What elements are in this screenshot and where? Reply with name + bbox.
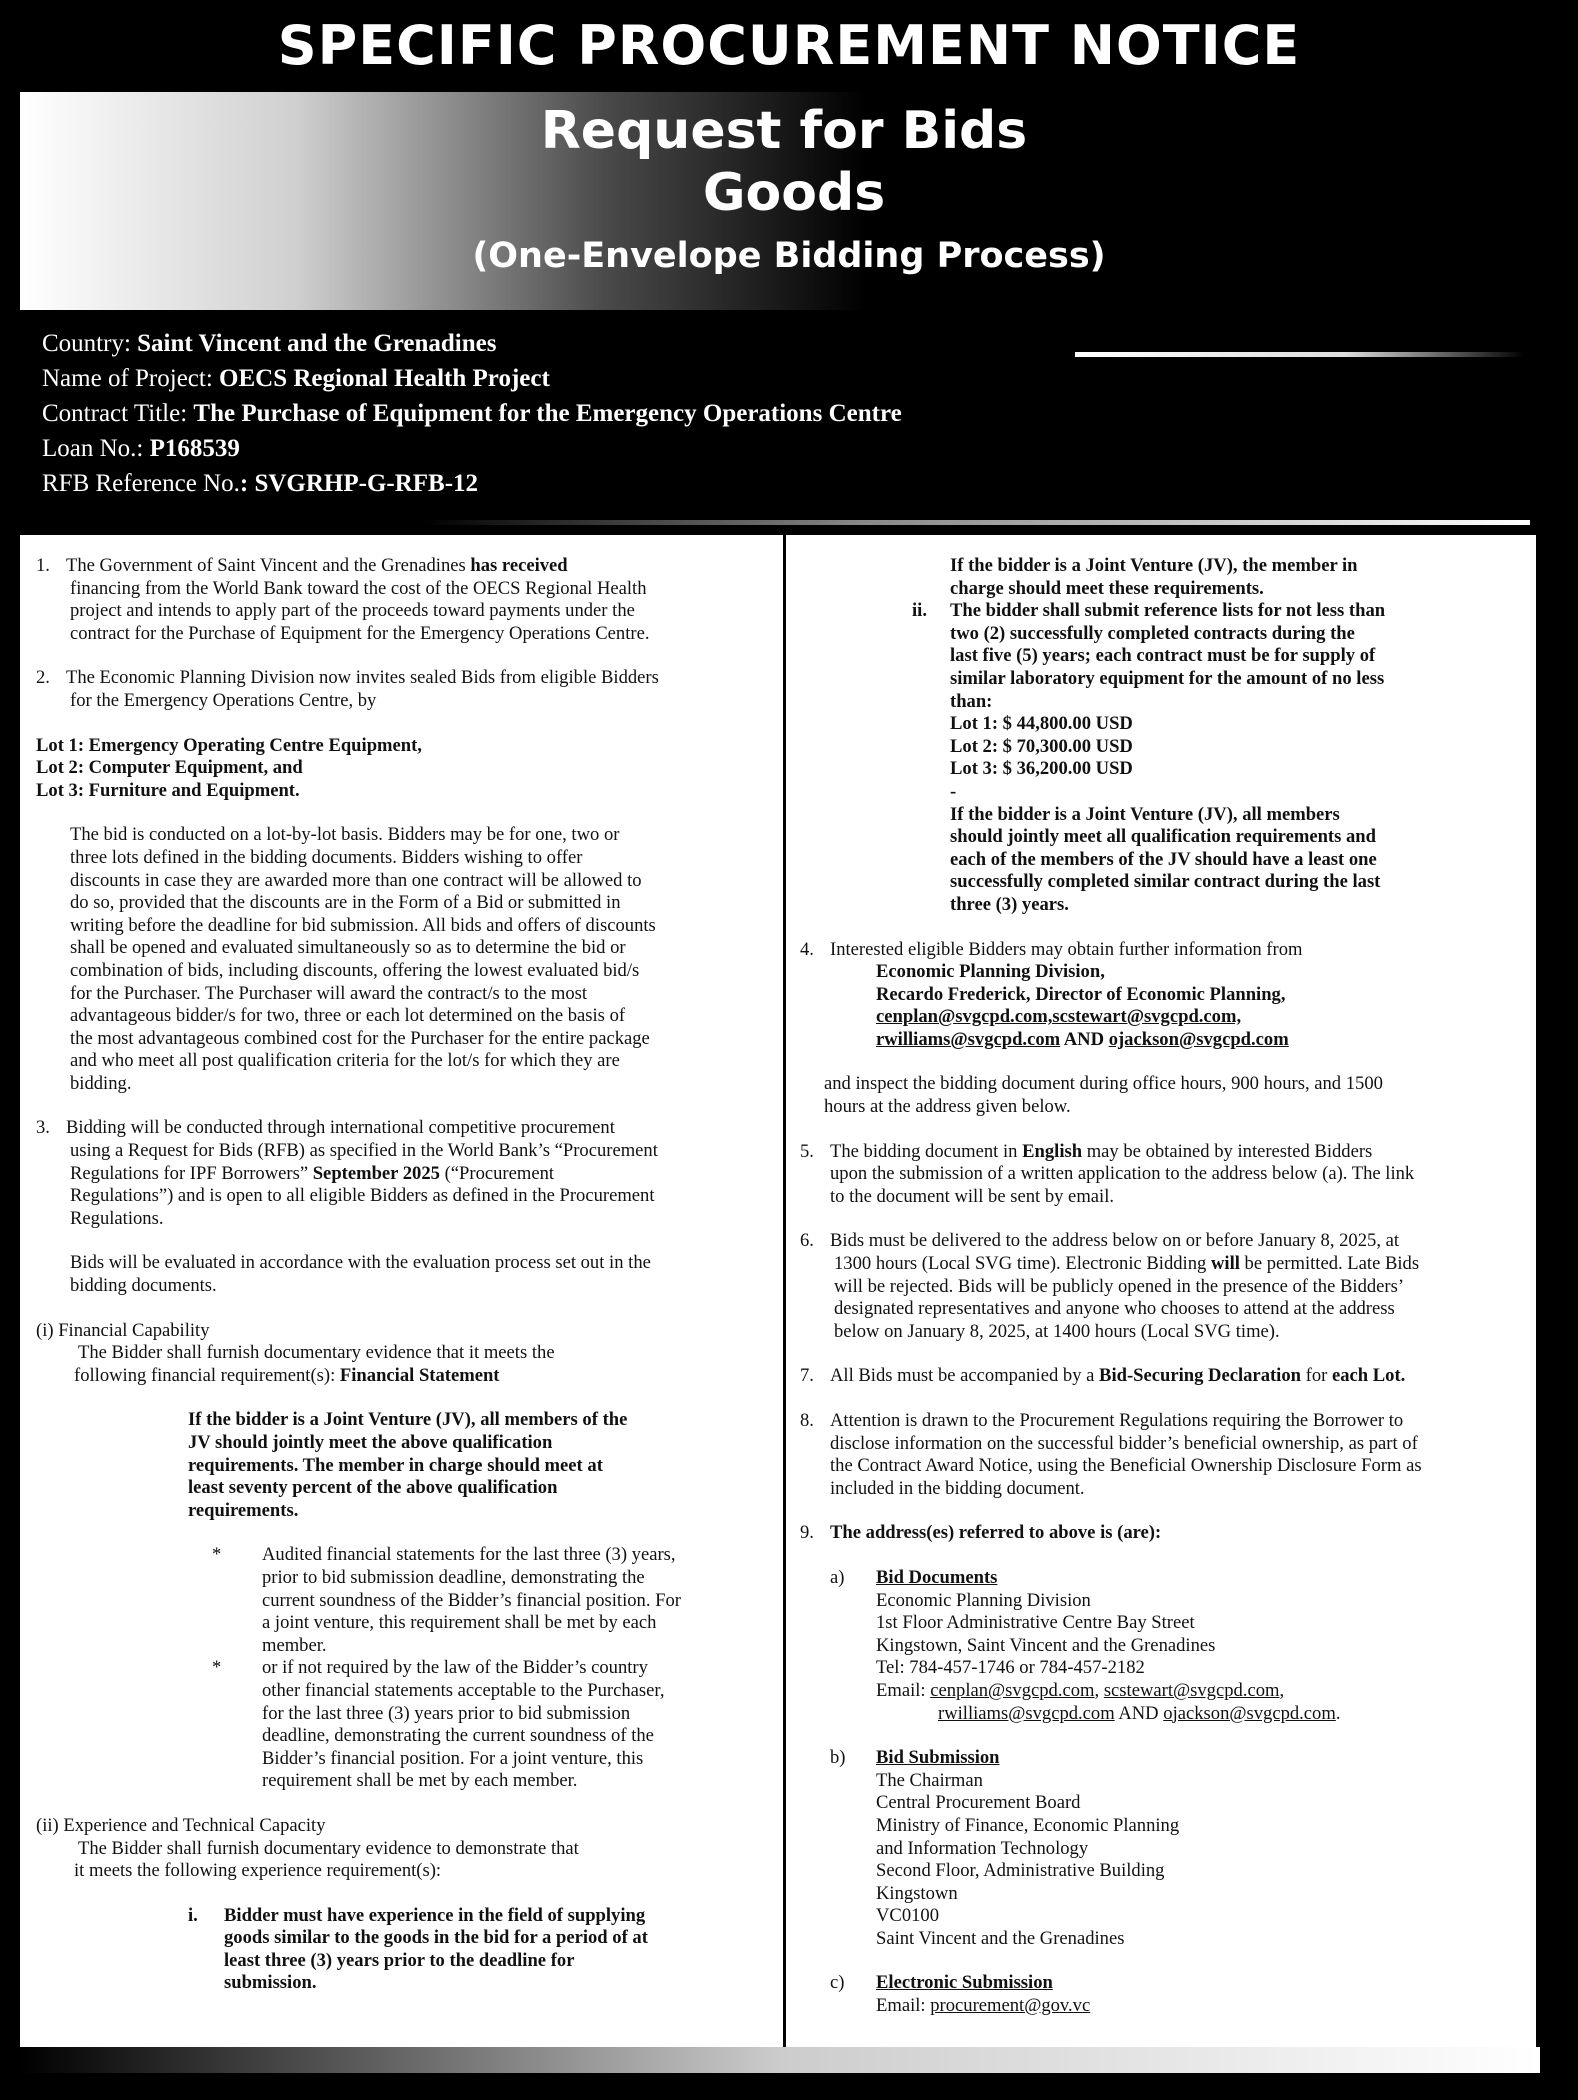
text: may be obtained by interested Bidders [1082, 1140, 1373, 1162]
text: each Lot. [1331, 1365, 1406, 1387]
email-link[interactable]: procurement@gov.vc [930, 1995, 1091, 2017]
para-3 [36, 1117, 764, 1140]
para-number: 4. [800, 938, 814, 960]
para-number: 2. [36, 667, 50, 689]
text-line: Second Floor, Administrative Building [876, 1860, 1165, 1882]
text-line: The Chairman [876, 1769, 983, 1791]
text-line [36, 1365, 764, 1388]
text-line: each of the members of the JV should have a least one [950, 848, 1377, 870]
text: AND [1114, 1702, 1164, 1724]
text: following financial requirement(s): [74, 1364, 340, 1386]
text: All Bids must be accompanied by a [830, 1365, 1100, 1387]
para-number: 8. [800, 1410, 814, 1431]
text-line: Audited financial statements for the last three (3) years, [262, 1544, 676, 1566]
contact-person: Recardo Frederick, Director of Economic Planning, [876, 983, 1286, 1005]
text-line: current soundness of the Bidder’s financial position. For [262, 1589, 681, 1611]
email-link[interactable]: rwilliams@svgcpd.com [938, 1702, 1115, 1724]
text-line: Bids must be delivered to the address below on or before January 8, 2025, at [830, 1230, 1400, 1252]
text: Regulations for IPF Borrowers” [70, 1162, 313, 1184]
text-line: project and intends to apply part of the proceeds toward payments under the [70, 600, 635, 622]
column-divider [783, 535, 786, 2090]
contract-value: The Purchase of Equipment for the Emergency Operations Centre [193, 400, 902, 427]
text-line: and Information Technology [876, 1837, 1089, 1859]
email-link[interactable]: cenplan@svgcpd.com [930, 1679, 1095, 1701]
separator-dash: - [950, 780, 957, 802]
item-label: ii. [912, 600, 927, 622]
text-line: advantageous bidder/s for two, three or each lot determined on the basis of [70, 1005, 626, 1027]
rfb-process: (One-Envelope Bidding Process) [472, 236, 1106, 276]
text-line: below on January 8, 2025, at 1400 hours (Local SVG time). [834, 1320, 1280, 1342]
text-line [876, 1703, 1525, 1726]
project-line [42, 361, 902, 396]
para-number: 7. [800, 1365, 814, 1387]
right-column [800, 555, 1525, 2018]
item-label: b) [830, 1747, 846, 1769]
country-line [42, 326, 902, 361]
rfb-ref-value: : SVGRHP-G-RFB-12 [239, 470, 479, 497]
text-line: combination of bids, including discounts, offering the lowest evaluated bid/s [70, 959, 640, 981]
address-bid-submission [800, 1747, 1525, 1950]
text-line: three (3) years. [950, 893, 1069, 915]
para-2 [36, 667, 764, 690]
text-line: and inspect the bidding document during office hours, 900 hours, and 1500 [824, 1073, 1383, 1095]
para-number: 6. [800, 1230, 814, 1252]
lot-1-amount: Lot 1: $ 44,800.00 USD [950, 713, 1133, 735]
text-line: successfully completed similar contract during the last [950, 871, 1381, 893]
address-title: Bid Submission [876, 1747, 1000, 1769]
text-line: Attention is drawn to the Procurement Regulations requiring the Borrower to [830, 1410, 1404, 1431]
addresses-heading: The address(es) referred to above is (are): [830, 1522, 1162, 1544]
decorative-rule [420, 520, 1530, 525]
rfb-ref-line [42, 466, 902, 501]
para-number: 1. [36, 555, 50, 576]
para-4 [800, 939, 1525, 1052]
text-line: will be rejected. Bids will be publicly opened in the presence of the Bidders’ [834, 1275, 1405, 1297]
text-line: do so, provided that the discounts are in the Form of a Bid or submitted in [70, 892, 621, 914]
text: . [1335, 1702, 1341, 1724]
rfb-ref-label: RFB Reference No. [42, 470, 240, 497]
text-line: Regulations. [70, 1207, 164, 1229]
para-number: 3. [36, 1117, 50, 1139]
para-7 [800, 1365, 1525, 1388]
text: Bidding will be conducted through international competitive procurement [66, 1117, 615, 1139]
text-line: for the last three (3) years prior to bid submission [262, 1702, 631, 1724]
bullet-other-statements [36, 1657, 764, 1793]
text-line: a joint venture, this requirement shall be met by each [262, 1612, 657, 1634]
text-line: to the document will be sent by email. [830, 1185, 1115, 1207]
contract-label: Contract Title: [42, 400, 194, 427]
text-line [876, 1995, 1525, 2018]
bullet-icon: * [212, 1544, 222, 1566]
text: will [1210, 1253, 1240, 1275]
text-line: other financial statements acceptable to the Purchaser, [262, 1679, 665, 1701]
text-line: 1st Floor Administrative Centre Bay Street [876, 1612, 1195, 1634]
text-line: for the Emergency Operations Centre, by [70, 689, 377, 711]
text-line: and who meet all post qualification criteria for the lot/s for which they are [70, 1050, 620, 1072]
item-label: c) [830, 1972, 845, 1994]
bullet-audited-statements [36, 1544, 764, 1657]
lot-basis-paragraph [36, 824, 764, 1095]
experience-requirement-i [188, 1905, 764, 1995]
text: has received [470, 555, 568, 576]
project-label: Name of Project: [42, 365, 220, 392]
rfb-title: Request for Bids [540, 101, 1028, 161]
experience-heading: (ii) Experience and Technical Capacity [36, 1814, 326, 1836]
text: 1300 hours (Local SVG time). Electronic Bidding [834, 1253, 1211, 1275]
text-line [36, 1163, 764, 1186]
experience-requirement-ii [800, 600, 1525, 916]
loan-value: P168539 [149, 435, 240, 462]
country-value: Saint Vincent and the Grenadines [137, 330, 497, 357]
text-line [830, 1253, 1525, 1276]
loan-label: Loan No.: [42, 435, 150, 462]
text: September 2025 [312, 1162, 440, 1184]
text-line: disclose information on the successful bidder’s beneficial ownership, as part of [830, 1432, 1418, 1454]
contact-email-link[interactable]: rwilliams@svgcpd.com [876, 1028, 1061, 1050]
text-line: charge should meet these requirements. [950, 577, 1264, 599]
text-line: deadline, demonstrating the current soundness of the [262, 1725, 654, 1747]
text-line: bidding documents. [70, 1275, 217, 1297]
text: The Government of Saint Vincent and the Grenadines [66, 555, 471, 576]
para-5 [800, 1141, 1525, 1209]
text-line: upon the submission of a written application to the address below (a). The link [830, 1163, 1415, 1185]
text-line [876, 1680, 1525, 1703]
contract-line [42, 396, 902, 431]
text-line: similar laboratory equipment for the amount of no less [950, 667, 1385, 689]
text-line: last five (5) years; each contract must be for supply of [950, 645, 1376, 667]
text-line: two (2) successfully completed contracts during the [950, 622, 1355, 644]
text: The bidding document in [830, 1140, 1023, 1162]
footer-gradient-band [20, 2047, 1540, 2073]
text-line: The Bidder shall furnish documentary evidence to demonstrate that [78, 1837, 579, 1859]
text: Email: [876, 1995, 931, 2017]
text-line: If the bidder is a Joint Venture (JV), all members [950, 803, 1340, 825]
rfb-heading [0, 100, 1578, 282]
text-line: bidding. [70, 1072, 132, 1094]
loan-line [42, 431, 902, 466]
lot-1: Lot 1: Emergency Operating Centre Equipment, [36, 734, 422, 756]
financial-capability-heading: (i) Financial Capability [36, 1319, 210, 1341]
country-label: Country: [42, 330, 138, 357]
contact-email-link[interactable]: cenplan@svgcpd.com,scstewart@svgcpd.com, [876, 1006, 1242, 1028]
address-electronic-submission [800, 1972, 1525, 2017]
notice-info-block [42, 326, 902, 501]
text-line: Economic Planning Division [876, 1589, 1091, 1611]
lot-2-amount: Lot 2: $ 70,300.00 USD [950, 735, 1133, 757]
text: The Economic Planning Division now invites sealed Bids from eligible Bidders [66, 667, 659, 689]
email-link[interactable]: scstewart@svgcpd.com [1103, 1679, 1280, 1701]
text: Bid-Securing Declaration [1099, 1365, 1301, 1387]
text-line: writing before the deadline for bid submission. All bids and offers of discounts [70, 914, 656, 936]
rfb-category: Goods [702, 163, 886, 223]
text-line: than: [950, 690, 993, 712]
text-line: JV should jointly meet the above qualification [188, 1432, 553, 1453]
text-line: included in the bidding document. [830, 1477, 1085, 1499]
text-line [830, 1141, 1525, 1164]
address-title: Electronic Submission [876, 1972, 1053, 1994]
jv-financial-requirement [188, 1409, 764, 1522]
project-value: OECS Regional Health Project [219, 365, 550, 392]
text-line: The bid is conducted on a lot-by-lot basis. Bidders may be for one, two or [70, 824, 620, 846]
text-line: The Bidder shall furnish documentary evidence that it meets the [78, 1342, 555, 1364]
text-line [830, 1365, 1525, 1388]
text: , [1094, 1679, 1104, 1701]
contact-email-link[interactable]: ojackson@svgcpd.com [1108, 1028, 1289, 1050]
bullet-icon: * [212, 1657, 222, 1679]
text-line: financing from the World Bank toward the cost of the OECS Regional Health [70, 577, 647, 599]
jv-member-requirement [950, 555, 1525, 600]
text-line: hours at the address given below. [824, 1096, 1071, 1118]
text-line: Bidder’s financial position. For a joint venture, this [262, 1747, 644, 1769]
text-line: submission. [224, 1972, 317, 1994]
text-line: contract for the Purchase of Equipment for the Emergency Operations Centre. [70, 622, 650, 644]
lot-2: Lot 2: Computer Equipment, and [36, 757, 303, 779]
para-number: 5. [800, 1140, 814, 1162]
notice-title: SPECIFIC PROCUREMENT NOTICE [277, 14, 1301, 77]
text-line: discounts in case they are awarded more than one contract will be allowed to [70, 869, 642, 891]
text-line: the most advantageous combined cost for the Purchaser for the entire package [70, 1027, 650, 1049]
text-line: Ministry of Finance, Economic Planning [876, 1814, 1180, 1836]
text-line: it meets the following experience requirement(s): [74, 1860, 442, 1882]
text-line: VC0100 [876, 1905, 940, 1927]
left-column [36, 555, 764, 1995]
text-line: should jointly meet all qualification requirements and [950, 826, 1376, 848]
text-line: If the bidder is a Joint Venture (JV), the member in [950, 555, 1358, 576]
para-9 [800, 1522, 1525, 1545]
address-bid-documents [800, 1567, 1525, 1725]
para-6 [800, 1230, 1525, 1343]
text-line: Tel: 784-457-1746 or 784-457-2182 [876, 1657, 1145, 1679]
text-line: member. [262, 1634, 327, 1656]
text-line: or if not required by the law of the Bidder’s country [262, 1657, 648, 1679]
text-line: Regulations”) and is open to all eligible Bidders as defined in the Procurement [70, 1185, 655, 1207]
text-line: least seventy percent of the above qualification [188, 1477, 558, 1499]
text-line: Bidder must have experience in the field of supplying [224, 1904, 646, 1926]
text: AND [1060, 1028, 1109, 1050]
text-line: Kingstown [876, 1882, 958, 1904]
decorative-rule [1075, 352, 1525, 357]
item-label: a) [830, 1566, 845, 1588]
email-link[interactable]: ojackson@svgcpd.com [1163, 1702, 1336, 1724]
lot-3: Lot 3: Furniture and Equipment. [36, 779, 300, 801]
text-line: Saint Vincent and the Grenadines [876, 1927, 1125, 1949]
text-line: Central Procurement Board [876, 1792, 1081, 1814]
text-line: shall be opened and evaluated simultaneously so as to determine the bid or [70, 937, 626, 959]
contact-org: Economic Planning Division, [876, 961, 1105, 983]
text-line: designated representatives and anyone who chooses to attend at the address [834, 1298, 1395, 1320]
text-line: three lots defined in the bidding documents. Bidders wishing to offer [70, 846, 583, 868]
text-line: goods similar to the goods in the bid for a period of at [224, 1927, 648, 1949]
item-label: i. [188, 1904, 198, 1926]
text-line: requirements. [188, 1499, 299, 1521]
para-8 [800, 1410, 1525, 1500]
text-line: requirement shall be met by each member. [262, 1770, 578, 1792]
text-line: Bids will be evaluated in accordance with the evaluation process set out in the [70, 1252, 651, 1274]
text-line: The bidder shall submit reference lists for not less than [950, 600, 1386, 622]
text-line: Interested eligible Bidders may obtain further information from [830, 938, 1303, 960]
lot-3-amount: Lot 3: $ 36,200.00 USD [950, 758, 1133, 780]
text-line: Kingstown, Saint Vincent and the Grenadines [876, 1634, 1216, 1656]
text: Financial Statement [339, 1364, 500, 1386]
text-line: least three (3) years prior to the deadline for [224, 1949, 575, 1971]
text: (“Procurement [439, 1162, 555, 1184]
text-line: prior to bid submission deadline, demonstrating the [262, 1566, 645, 1588]
text-line: using a Request for Bids (RFB) as specified in the World Bank’s “Procurement [70, 1140, 658, 1162]
text: be permitted. Late Bids [1239, 1253, 1420, 1275]
text-line: the Contract Award Notice, using the Beneficial Ownership Disclosure Form as [830, 1455, 1422, 1477]
para-number: 9. [800, 1522, 814, 1544]
text-line: If the bidder is a Joint Venture (JV), all members of the [188, 1409, 628, 1431]
address-title: Bid Documents [876, 1566, 998, 1588]
text: , [1279, 1679, 1285, 1701]
text-line: requirements. The member in charge should meet at [188, 1454, 603, 1476]
text: for [1300, 1365, 1332, 1387]
text-line: for the Purchaser. The Purchaser will award the contract/s to the most [70, 982, 588, 1004]
text: Email: [876, 1679, 931, 1701]
text: English [1022, 1140, 1083, 1162]
para-1 [36, 555, 764, 578]
